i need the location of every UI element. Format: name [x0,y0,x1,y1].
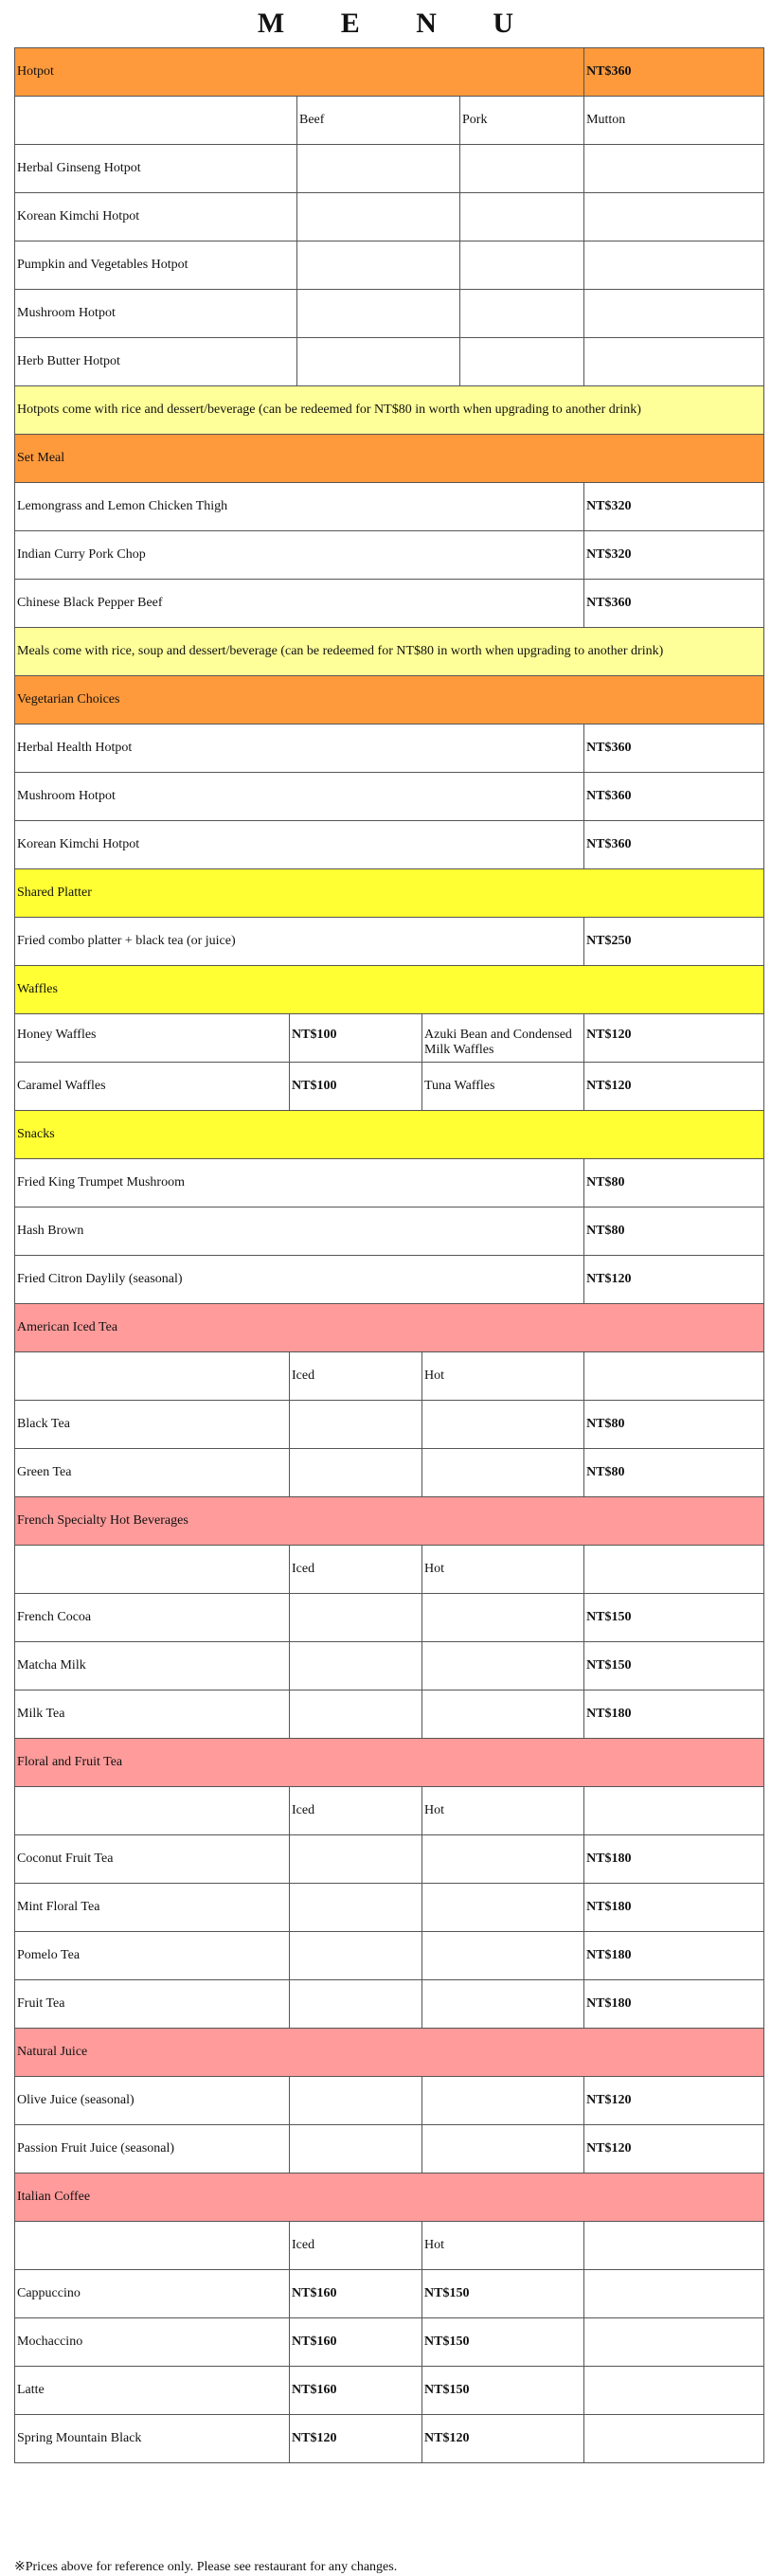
item-price: NT$120 [584,1256,764,1304]
table-row [15,2125,764,2174]
table-row [15,1401,764,1449]
table-row [15,1159,764,1208]
item-name: Milk Tea [15,1690,290,1739]
section-title: Shared Platter [15,869,764,918]
item-name: Mochaccino [15,2318,290,2367]
column-header-row [15,2222,764,2270]
table-row [15,145,764,193]
table-row [15,2270,764,2318]
item-price-iced: NT$160 [290,2318,422,2367]
item-name: Spring Mountain Black [15,2415,290,2463]
item-price-hot: NT$150 [422,2318,584,2367]
table-row [15,1256,764,1304]
section-title: Natural Juice [15,2029,764,2077]
item-price: NT$150 [584,1642,764,1690]
table-row [15,1642,764,1690]
column-header-iced: Iced [290,2222,422,2270]
item-price: NT$180 [584,1835,764,1884]
item-name: Caramel Waffles [15,1063,290,1111]
item-name: Hash Brown [15,1208,584,1256]
table-row [15,724,764,773]
column-header-hot: Hot [422,2222,584,2270]
column-header-iced: Iced [290,1352,422,1401]
item-name: Fried combo platter + black tea (or juice) [15,918,584,966]
hotpot-note-row [15,386,764,435]
column-header-mutton: Mutton [584,97,764,145]
item-name: Mushroom Hotpot [15,290,297,338]
item-name: Mint Floral Tea [15,1884,290,1932]
section-header-natural-juice [15,2029,764,2077]
section-title: Floral and Fruit Tea [15,1739,764,1787]
table-row [15,2415,764,2463]
item-price: NT$180 [584,1932,764,1980]
column-header-row [15,1546,764,1594]
item-price: NT$250 [584,918,764,966]
item-name: Latte [15,2367,290,2415]
item-name: Fruit Tea [15,1980,290,2029]
item-price: NT$180 [584,1690,764,1739]
item-name: Pumpkin and Vegetables Hotpot [15,242,297,290]
item-price: NT$120 [584,1063,764,1111]
item-price: NT$120 [584,2077,764,2125]
item-price: NT$180 [584,1980,764,2029]
item-name: Black Tea [15,1401,290,1449]
item-price-iced: NT$160 [290,2270,422,2318]
section-price: NT$360 [584,48,764,97]
item-name: Korean Kimchi Hotpot [15,193,297,242]
column-header-hot: Hot [422,1787,584,1835]
item-price: NT$120 [584,2125,764,2174]
item-name: Herb Butter Hotpot [15,338,297,386]
table-row [15,2077,764,2125]
item-price: NT$180 [584,1884,764,1932]
table-row [15,1594,764,1642]
table-row [15,1932,764,1980]
section-header-floral-tea [15,1739,764,1787]
section-header-italian-coffee [15,2174,764,2222]
table-row [15,1690,764,1739]
item-price: NT$80 [584,1159,764,1208]
table-row [15,483,764,531]
section-title: Set Meal [15,435,764,483]
item-name: Olive Juice (seasonal) [15,2077,290,2125]
table-row [15,193,764,242]
item-name: Fried King Trumpet Mushroom [15,1159,584,1208]
column-header-row [15,1787,764,1835]
item-name: Chinese Black Pepper Beef [15,580,584,628]
item-name: Korean Kimchi Hotpot [15,821,584,869]
item-price-iced: NT$120 [290,2415,422,2463]
item-price-hot: NT$150 [422,2367,584,2415]
section-title: Hotpot [15,48,584,97]
item-price: NT$360 [584,580,764,628]
item-name: Lemongrass and Lemon Chicken Thigh [15,483,584,531]
section-note: Hotpots come with rice and dessert/beverage (can be redeemed for NT$80 in worth when upgrading to another drink) [15,386,764,435]
column-header-iced: Iced [290,1787,422,1835]
section-header-waffles [15,966,764,1014]
item-price: NT$100 [290,1014,422,1063]
section-title: Vegetarian Choices [15,676,764,724]
column-header-row [15,1352,764,1401]
table-row [15,242,764,290]
item-price: NT$80 [584,1208,764,1256]
table-row [15,918,764,966]
table-row [15,1063,764,1111]
table-row [15,773,764,821]
item-price: NT$100 [290,1063,422,1111]
item-name: Cappuccino [15,2270,290,2318]
item-price: NT$320 [584,483,764,531]
table-row [15,531,764,580]
table-row [15,2367,764,2415]
item-price-hot: NT$150 [422,2270,584,2318]
item-price: NT$80 [584,1449,764,1497]
table-row [15,1980,764,2029]
table-row [15,1835,764,1884]
table-row [15,1449,764,1497]
item-price-iced: NT$160 [290,2367,422,2415]
column-header-pork: Pork [460,97,584,145]
item-name: Fried Citron Daylily (seasonal) [15,1256,584,1304]
section-header-french-hot [15,1497,764,1546]
item-price: NT$150 [584,1594,764,1642]
table-row [15,1208,764,1256]
section-title: Waffles [15,966,764,1014]
item-name: Herbal Ginseng Hotpot [15,145,297,193]
table-row [15,580,764,628]
item-name: Coconut Fruit Tea [15,1835,290,1884]
table-row [15,290,764,338]
item-name: Indian Curry Pork Chop [15,531,584,580]
item-price: NT$320 [584,531,764,580]
item-name: Mushroom Hotpot [15,773,584,821]
section-title: American Iced Tea [15,1304,764,1352]
section-header-shared-platter [15,869,764,918]
item-name: Pomelo Tea [15,1932,290,1980]
section-note: Meals come with rice, soup and dessert/beverage (can be redeemed for NT$80 in worth when upgrading to another drink) [15,628,764,676]
column-header-hot: Hot [422,1546,584,1594]
section-title: Snacks [15,1111,764,1159]
section-header-set-meal [15,435,764,483]
section-title: French Specialty Hot Beverages [15,1497,764,1546]
item-price: NT$360 [584,773,764,821]
section-header-american-iced-tea [15,1304,764,1352]
item-name: Herbal Health Hotpot [15,724,584,773]
section-header-snacks [15,1111,764,1159]
table-row [15,821,764,869]
table-row [15,338,764,386]
item-name: Azuki Bean and Condensed Milk Waffles [422,1014,584,1063]
item-name: Green Tea [15,1449,290,1497]
table-row [15,1884,764,1932]
item-price: NT$360 [584,821,764,869]
menu-table [14,47,764,2463]
item-price-hot: NT$120 [422,2415,584,2463]
item-name: Tuna Waffles [422,1063,584,1111]
item-name: Honey Waffles [15,1014,290,1063]
menu-title: M E N U [257,8,539,39]
column-header-hot: Hot [422,1352,584,1401]
section-title: Italian Coffee [15,2174,764,2222]
set-meal-note-row [15,628,764,676]
item-price: NT$120 [584,1014,764,1063]
item-price: NT$80 [584,1401,764,1449]
table-row [15,1014,764,1063]
hotpot-column-header-row [15,97,764,145]
item-name: French Cocoa [15,1594,290,1642]
item-name: Passion Fruit Juice (seasonal) [15,2125,290,2174]
table-row [15,2318,764,2367]
section-header-hotpot [15,48,764,97]
item-price: NT$360 [584,724,764,773]
column-header-beef: Beef [297,97,460,145]
footnote: ※Prices above for reference only. Please see restaurant for any changes. [14,2560,398,2574]
item-name: Matcha Milk [15,1642,290,1690]
section-header-vegetarian [15,676,764,724]
column-header-iced: Iced [290,1546,422,1594]
